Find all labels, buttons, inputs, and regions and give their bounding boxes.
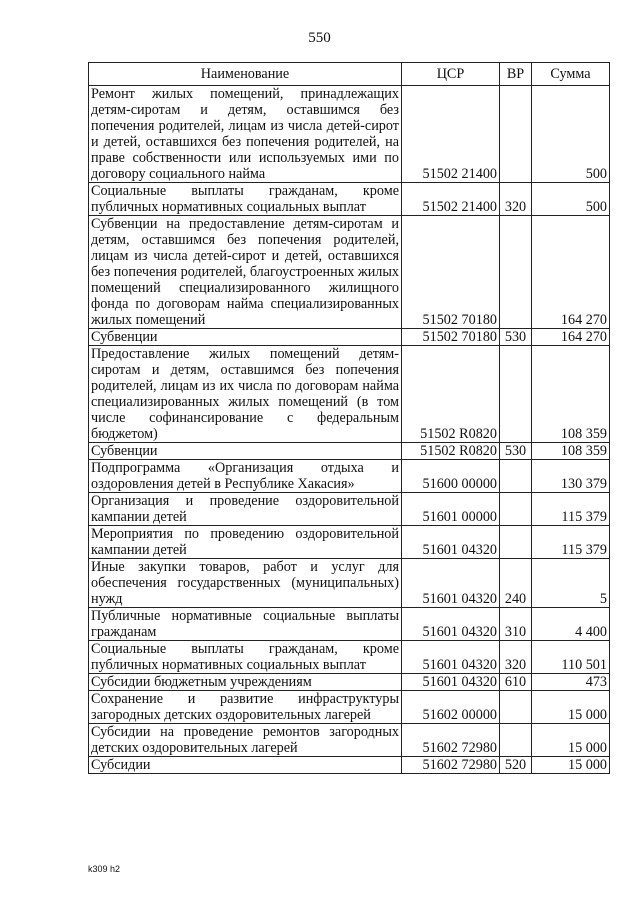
row-vr: 610 (500, 674, 532, 691)
row-vr (500, 691, 532, 724)
table-header-row (89, 63, 610, 86)
row-csr: 51601 04320 (402, 608, 500, 641)
table-row (89, 641, 610, 674)
row-sum: 164 270 (532, 216, 610, 329)
row-name: Ремонт жилых помещений, принадлежащих детям-сиротам и детям, оставшимся без попечения родителей, лицам из числа детей-сирот и детей, оставшихся без попечения родителей, на праве собственности или используемых ими по договору социального найма (89, 86, 402, 183)
row-vr (500, 526, 532, 559)
table-row (89, 329, 610, 346)
row-sum: 500 (532, 183, 610, 216)
row-csr: 51602 72980 (402, 724, 500, 757)
row-csr: 51502 21400 (402, 86, 500, 183)
row-csr: 51502 70180 (402, 216, 500, 329)
row-sum: 4 400 (532, 608, 610, 641)
page-number: 550 (308, 30, 331, 46)
row-vr (500, 493, 532, 526)
footer-code: k309 h2 (88, 864, 121, 874)
row-sum: 130 379 (532, 460, 610, 493)
header-name: Наименование (89, 63, 402, 86)
row-vr: 320 (500, 183, 532, 216)
row-vr: 520 (500, 757, 532, 774)
row-sum: 15 000 (532, 757, 610, 774)
table-row (89, 493, 610, 526)
row-sum: 500 (532, 86, 610, 183)
row-csr: 51601 00000 (402, 493, 500, 526)
row-sum: 108 359 (532, 346, 610, 443)
row-csr: 51601 04320 (402, 559, 500, 608)
row-csr: 51502 R0820 (402, 346, 500, 443)
row-name: Мероприятия по проведению оздоровительной кампании детей (89, 526, 402, 559)
row-csr: 51601 04320 (402, 674, 500, 691)
row-name: Организация и проведение оздоровительной кампании детей (89, 493, 402, 526)
table-row (89, 674, 610, 691)
table-row (89, 443, 610, 460)
row-csr: 51502 R0820 (402, 443, 500, 460)
header-vr: ВР (500, 63, 532, 86)
row-sum: 115 379 (532, 493, 610, 526)
row-name: Субвенции (89, 443, 402, 460)
row-vr (500, 86, 532, 183)
row-vr: 320 (500, 641, 532, 674)
row-sum: 15 000 (532, 724, 610, 757)
table-row (89, 691, 610, 724)
row-sum: 164 270 (532, 329, 610, 346)
row-sum: 108 359 (532, 443, 610, 460)
table-row (89, 346, 610, 443)
row-vr: 240 (500, 559, 532, 608)
row-name: Субсидии на проведение ремонтов загородных детских оздоровительных лагерей (89, 724, 402, 757)
row-csr: 51601 04320 (402, 641, 500, 674)
row-sum: 5 (532, 559, 610, 608)
row-name: Социальные выплаты гражданам, кроме публичных нормативных социальных выплат (89, 641, 402, 674)
row-csr: 51502 70180 (402, 329, 500, 346)
table-row (89, 724, 610, 757)
row-vr: 310 (500, 608, 532, 641)
header-sum: Сумма (532, 63, 610, 86)
row-csr: 51600 00000 (402, 460, 500, 493)
row-sum: 115 379 (532, 526, 610, 559)
row-vr: 530 (500, 329, 532, 346)
row-name: Социальные выплаты гражданам, кроме публичных нормативных социальных выплат (89, 183, 402, 216)
row-name: Субсидии (89, 757, 402, 774)
row-name: Публичные нормативные социальные выплаты гражданам (89, 608, 402, 641)
row-vr: 530 (500, 443, 532, 460)
table-row (89, 183, 610, 216)
row-name: Предоставление жилых помещений детям-сиротам и детям, оставшимся без попечения родителей, лицам из их числа по договорам найма специализированных жилых помещений (в том числе софинансирование с федеральным бюджетом) (89, 346, 402, 443)
table-row (89, 757, 610, 774)
row-vr (500, 346, 532, 443)
row-csr: 51602 00000 (402, 691, 500, 724)
row-vr (500, 724, 532, 757)
row-sum: 473 (532, 674, 610, 691)
row-name: Субвенции на предоставление детям-сиротам и детям, оставшимся без попечения родителей, лицам из числа детей-сирот и детей, оставшихся без попечения родителей, благоустроенных жилых помещений специализированного жилищного фонда по договорам найма специализированных жилых помещений (89, 216, 402, 329)
table-row (89, 608, 610, 641)
row-sum: 110 501 (532, 641, 610, 674)
row-csr: 51502 21400 (402, 183, 500, 216)
row-name: Сохранение и развитие инфраструктуры загородных детских оздоровительных лагерей (89, 691, 402, 724)
header-csr: ЦСР (402, 63, 500, 86)
row-vr (500, 216, 532, 329)
row-csr: 51601 04320 (402, 526, 500, 559)
table-row (89, 460, 610, 493)
row-vr (500, 460, 532, 493)
row-name: Субсидии бюджетным учреждениям (89, 674, 402, 691)
table-row (89, 559, 610, 608)
budget-table (88, 62, 610, 774)
table-row (89, 216, 610, 329)
row-csr: 51602 72980 (402, 757, 500, 774)
table-row (89, 526, 610, 559)
row-name: Иные закупки товаров, работ и услуг для обеспечения государственных (муниципальных) нужд (89, 559, 402, 608)
row-sum: 15 000 (532, 691, 610, 724)
row-name: Подпрограмма «Организация отдыха и оздоровления детей в Республике Хакасия» (89, 460, 402, 493)
table-row (89, 86, 610, 183)
row-name: Субвенции (89, 329, 402, 346)
